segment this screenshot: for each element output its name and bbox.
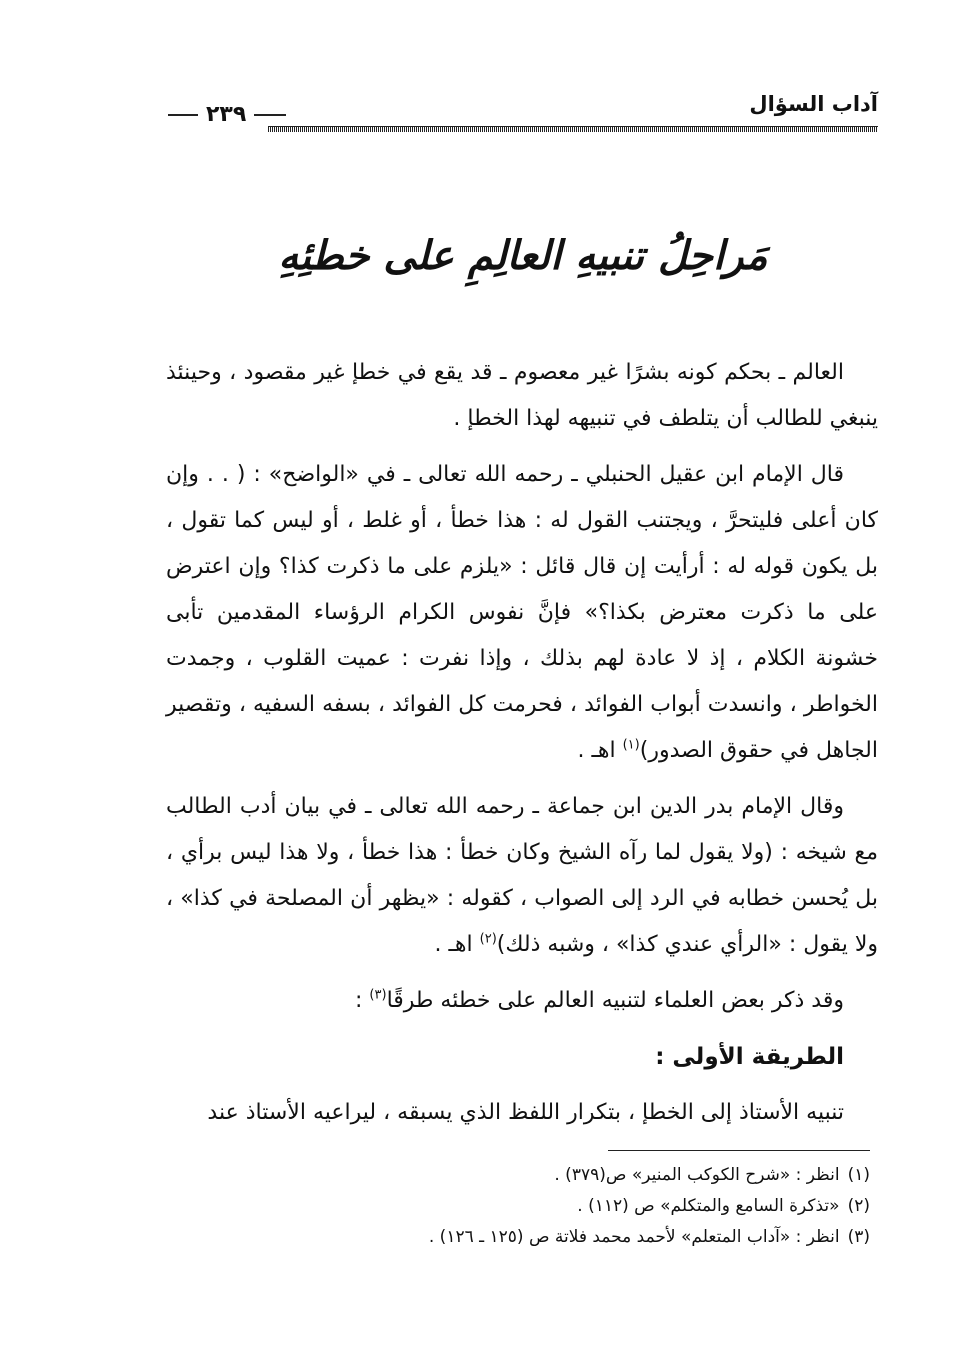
footnote-text: انظر : «آداب المتعلم» لأحمد محمد فلاتة ص (١٢٥ ـ ١٢٦) . [428,1227,840,1247]
footnote-ref: (٣) [369,987,387,1003]
paragraph-text: وقال الإمام بدر الدين ابن جماعة ـ رحمه الله تعالى ـ في بيان أدب الطالب مع شيخه : (ولا يقول لما رآه الشيخ وكان خطأ : هذا خطأ ، ولا هذا ليس برأي ، بل يُحسن خطابه في الرد إلى الصواب ، كقوله : «يظهر أن المصلحة في كذا» ، ولا يقول : «الرأي عندي كذا» ، وشبه ذلك) [166,794,878,957]
paragraph [166,350,878,442]
footnotes [158,1160,870,1253]
footnote [158,1160,870,1191]
body-text [166,350,878,1146]
running-title: آداب السؤال [749,92,878,116]
paragraph-text: تنبيه الأستاذ إلى الخطإ ، بتكرار اللفظ الذي يسبقه ، ليراعيه الأستاذ عند [207,1100,844,1125]
footnote-ref: (١) [622,737,640,753]
footnote [158,1222,870,1253]
footnote-text: «تذكرة السامع والمتكلم» ص (١١٢) . [577,1196,840,1216]
paragraph-text: العالم ـ بحكم كونه بشرًا غير معصوم ـ قد يقع في خطإ غير مقصود ، وحينئذ ينبغي للطالب أن يتلطف في تنبيهه لهذا الخطإ . [166,360,878,431]
paragraph [166,1090,878,1136]
section-heading: الطريقة الأولى : [655,1044,844,1070]
footnote-text: انظر : «شرح الكوكب المنير» ص(٣٧٩) . [554,1165,840,1185]
page-number-dash [168,114,198,116]
paragraph-tail: اهـ . [577,738,623,763]
footnote-ref: (٢) [479,931,497,947]
page-number: ٢٣٩ [206,102,247,127]
page-number-dash [254,114,286,116]
paragraph [166,978,878,1024]
footnote-separator [608,1150,870,1151]
page-header [168,92,878,127]
paragraph-text: قال الإمام ابن عقيل الحنبلي ـ رحمه الله تعالى ـ في «الواضح» : ( . . وإن كان أعلى فليتحرَّ ، ويجتنب القول له : هذا خطأ ، أو غلط ، أو ليس كما تقول ، بل يكون قوله له : أرأيت إن قال قائل : «يلزم على ما ذكرت كذا؟ وإن اعترض على ما ذكرت معترض بكذا؟» فإنَّ نفوس الكرام الرؤساء المقدمين تأبى خشونة الكلام ، إذ لا عادة لهم بذلك ، وإذا نفرت : عميت القلوب ، وجمدت الخواطر ، وانسدت أبواب الفوائد ، فحرمت كل الفوائد ، بسفه السفيه ، وتقصير الجاهل في حقوق الصدور) [166,462,878,763]
paragraph [166,784,878,968]
paragraph-tail: : [355,988,370,1013]
paragraph-text: وقد ذكر بعض العلماء لتنبيه العالم على خطئه طرقًا [386,988,844,1013]
page-number-group [168,102,286,127]
footnote-number: (١) [847,1165,870,1185]
footnote [158,1191,870,1222]
paragraph-tail: اهـ . [434,932,480,957]
paragraph [166,452,878,774]
footnote-number: (٢) [847,1196,870,1216]
header-rule [268,126,878,132]
footnote-number: (٣) [847,1227,870,1247]
chapter-title: مَراحِلُ تنبيهِ العالِمِ على خطئِهِ [278,232,768,279]
